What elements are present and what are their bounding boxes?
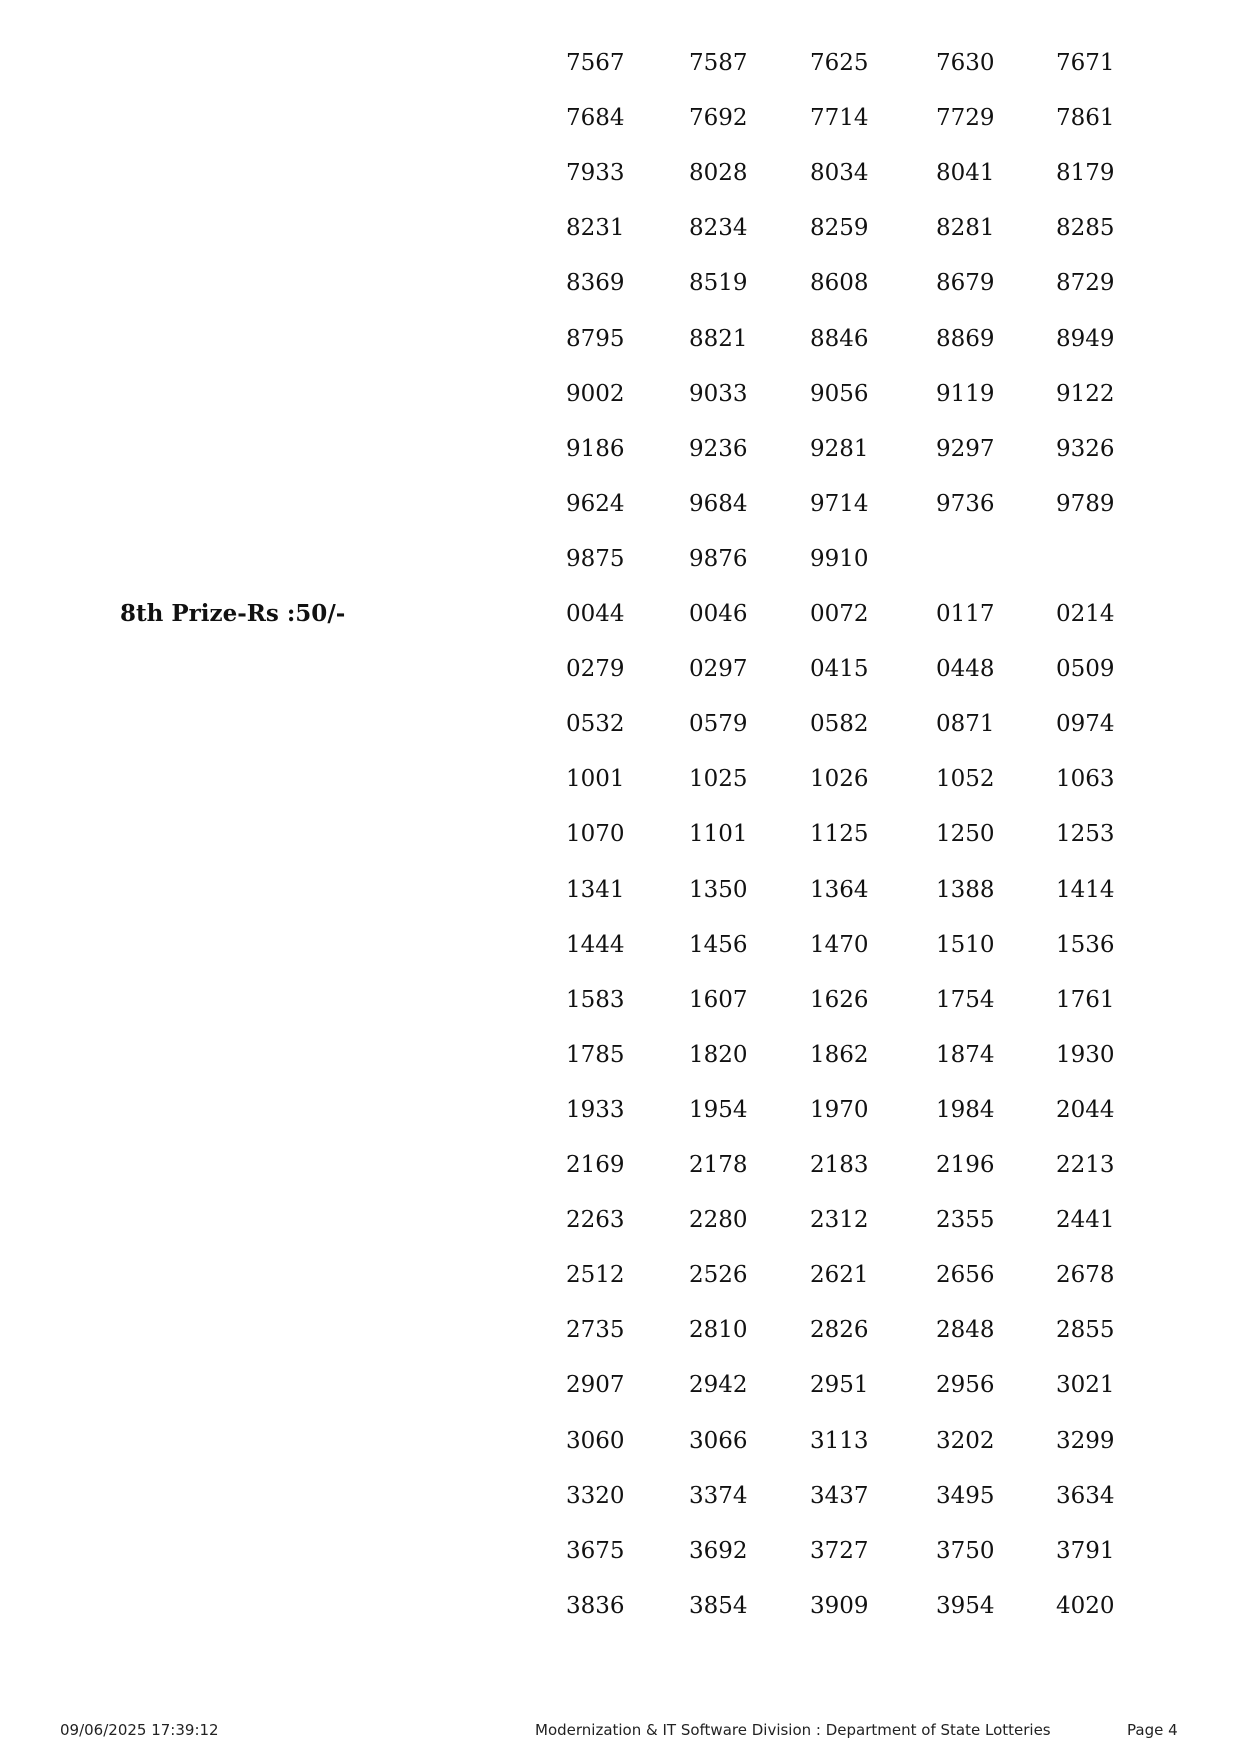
- ticket-number: 2848: [936, 1317, 995, 1344]
- ticket-number: 3202: [936, 1427, 995, 1454]
- ticket-number: 2526: [689, 1262, 748, 1289]
- ticket-number: 9714: [810, 490, 869, 517]
- table-row: [0, 319, 1240, 359]
- ticket-number: 1536: [1056, 931, 1115, 958]
- ticket-number: 2263: [566, 1207, 625, 1234]
- ticket-number: 7671: [1056, 50, 1115, 76]
- ticket-number: 3060: [566, 1427, 625, 1454]
- ticket-number: 2855: [1056, 1317, 1115, 1344]
- ticket-number: 1862: [810, 1041, 869, 1068]
- ticket-number: 1761: [1056, 986, 1115, 1013]
- ticket-number: 0214: [1056, 601, 1115, 627]
- table-row: [0, 649, 1240, 689]
- ticket-number: 3299: [1056, 1427, 1115, 1454]
- table-row: [0, 1090, 1240, 1130]
- ticket-number: 9281: [810, 435, 869, 462]
- ticket-number: 0072: [810, 601, 869, 627]
- ticket-number: 2169: [566, 1152, 625, 1178]
- ticket-number: 1253: [1056, 821, 1115, 848]
- ticket-number: 3437: [810, 1482, 869, 1509]
- ticket-number: 8608: [810, 270, 869, 297]
- ticket-number: 2178: [689, 1152, 748, 1178]
- ticket-number: 1970: [810, 1096, 869, 1123]
- ticket-number: 2826: [810, 1317, 869, 1344]
- ticket-number: 2183: [810, 1152, 869, 1178]
- ticket-number: 0044: [566, 601, 625, 627]
- table-row: [0, 759, 1240, 799]
- ticket-number: 3021: [1056, 1372, 1115, 1399]
- ticket-number: 8281: [936, 215, 995, 242]
- ticket-number: 3692: [689, 1537, 748, 1564]
- ticket-number: 0415: [810, 656, 869, 683]
- ticket-number: 9684: [689, 490, 748, 517]
- table-row: [0, 1035, 1240, 1075]
- ticket-number: 9875: [566, 545, 625, 572]
- table-row: [0, 1310, 1240, 1350]
- ticket-number: 9876: [689, 545, 748, 572]
- ticket-number: 0297: [689, 656, 748, 683]
- table-row: [0, 374, 1240, 414]
- table-row: [0, 1421, 1240, 1461]
- ticket-number: 8679: [936, 270, 995, 297]
- ticket-number: 1063: [1056, 766, 1115, 793]
- ticket-number: 8028: [689, 160, 748, 187]
- ticket-number: 8846: [810, 325, 869, 352]
- ticket-number: 1754: [936, 986, 995, 1013]
- table-row: [0, 208, 1240, 248]
- ticket-number: 3495: [936, 1482, 995, 1509]
- ticket-number: 1607: [689, 986, 748, 1013]
- ticket-number: 2621: [810, 1262, 869, 1289]
- ticket-number: 3791: [1056, 1537, 1115, 1564]
- ticket-number: 1984: [936, 1096, 995, 1123]
- ticket-number: 1470: [810, 931, 869, 958]
- ticket-number: 3374: [689, 1482, 748, 1509]
- ticket-number: 1052: [936, 766, 995, 793]
- ticket-number: 1874: [936, 1041, 995, 1068]
- table-row: [0, 594, 1240, 634]
- footer-timestamp: 09/06/2025 17:39:12: [60, 1721, 219, 1739]
- table-row: [0, 1365, 1240, 1405]
- ticket-number: 9326: [1056, 435, 1115, 462]
- ticket-number: 3320: [566, 1482, 625, 1509]
- ticket-number: 7587: [689, 50, 748, 76]
- ticket-number: 1785: [566, 1041, 625, 1068]
- ticket-number: 3066: [689, 1427, 748, 1454]
- table-row: [0, 925, 1240, 965]
- ticket-number: 8821: [689, 325, 748, 352]
- footer-page-number: Page 4: [1127, 1721, 1178, 1739]
- table-row: [0, 1476, 1240, 1516]
- ticket-number: 3854: [689, 1592, 748, 1619]
- ticket-number: 8231: [566, 215, 625, 242]
- ticket-number: 8869: [936, 325, 995, 352]
- table-row: [0, 98, 1240, 138]
- ticket-number: 2312: [810, 1207, 869, 1234]
- ticket-number: 8285: [1056, 215, 1115, 242]
- ticket-number: 3836: [566, 1592, 625, 1619]
- ticket-number: 3750: [936, 1537, 995, 1564]
- table-row: [0, 1255, 1240, 1295]
- ticket-number: 2441: [1056, 1207, 1115, 1234]
- footer-division: Modernization & IT Software Division : Department of State Lotteries: [535, 1721, 1051, 1739]
- table-row: [0, 263, 1240, 303]
- ticket-number: 9119: [936, 380, 995, 407]
- ticket-number: 2907: [566, 1372, 625, 1399]
- ticket-number: 9736: [936, 490, 995, 517]
- ticket-number: 7861: [1056, 105, 1115, 132]
- ticket-number: 8519: [689, 270, 748, 297]
- ticket-number: 2280: [689, 1207, 748, 1234]
- ticket-number: 1025: [689, 766, 748, 793]
- ticket-number: 0579: [689, 711, 748, 738]
- ticket-number: 8041: [936, 160, 995, 187]
- ticket-number: 2810: [689, 1317, 748, 1344]
- ticket-number: 3113: [810, 1427, 869, 1454]
- ticket-number: 4020: [1056, 1592, 1115, 1619]
- table-row: [0, 153, 1240, 193]
- ticket-number: 3634: [1056, 1482, 1115, 1509]
- ticket-number: 9789: [1056, 490, 1115, 517]
- ticket-number: 9297: [936, 435, 995, 462]
- table-row: [0, 704, 1240, 744]
- ticket-number: 1070: [566, 821, 625, 848]
- ticket-number: 2956: [936, 1372, 995, 1399]
- ticket-number: 2213: [1056, 1152, 1115, 1178]
- ticket-number: 0448: [936, 656, 995, 683]
- ticket-number: 9033: [689, 380, 748, 407]
- table-row: [0, 1200, 1240, 1240]
- ticket-number: 1933: [566, 1096, 625, 1123]
- ticket-number: 0974: [1056, 711, 1115, 738]
- ticket-number: 1954: [689, 1096, 748, 1123]
- ticket-number: 2678: [1056, 1262, 1115, 1289]
- table-row: [0, 980, 1240, 1020]
- table-row: [0, 484, 1240, 524]
- ticket-number: 7714: [810, 105, 869, 132]
- ticket-number: 9236: [689, 435, 748, 462]
- ticket-number: 2951: [810, 1372, 869, 1399]
- ticket-number: 0509: [1056, 656, 1115, 683]
- ticket-number: 1001: [566, 766, 625, 793]
- ticket-number: 7684: [566, 105, 625, 132]
- ticket-number: 1510: [936, 931, 995, 958]
- ticket-number: 1101: [689, 821, 748, 848]
- ticket-number: 9002: [566, 380, 625, 407]
- ticket-number: 2044: [1056, 1096, 1115, 1123]
- table-row: [0, 814, 1240, 854]
- ticket-number: 0582: [810, 711, 869, 738]
- ticket-number: 1444: [566, 931, 625, 958]
- ticket-number: 0532: [566, 711, 625, 738]
- ticket-number: 1626: [810, 986, 869, 1013]
- table-row: [0, 43, 1240, 83]
- ticket-number: 7933: [566, 160, 625, 187]
- ticket-number: 2355: [936, 1207, 995, 1234]
- ticket-number: 7692: [689, 105, 748, 132]
- ticket-number: 3675: [566, 1537, 625, 1564]
- ticket-number: 1820: [689, 1041, 748, 1068]
- ticket-number: 7625: [810, 50, 869, 76]
- ticket-number: 7630: [936, 50, 995, 76]
- ticket-number: 1414: [1056, 876, 1115, 903]
- ticket-number: 8369: [566, 270, 625, 297]
- table-row: [0, 429, 1240, 469]
- ticket-number: 3909: [810, 1592, 869, 1619]
- ticket-number: 1125: [810, 821, 869, 848]
- ticket-number: 2196: [936, 1152, 995, 1178]
- ticket-number: 9186: [566, 435, 625, 462]
- ticket-number: 2512: [566, 1262, 625, 1289]
- ticket-number: 8949: [1056, 325, 1115, 352]
- ticket-number: 9624: [566, 490, 625, 517]
- table-row: [0, 870, 1240, 910]
- ticket-number: 7567: [566, 50, 625, 76]
- ticket-number: 9910: [810, 545, 869, 572]
- table-row: [0, 1531, 1240, 1571]
- ticket-number: 0279: [566, 656, 625, 683]
- ticket-number: 1350: [689, 876, 748, 903]
- table-row: [0, 1145, 1240, 1185]
- prize-label: 8th Prize-Rs :50/-: [120, 600, 346, 627]
- ticket-number: 1364: [810, 876, 869, 903]
- ticket-number: 0046: [689, 601, 748, 627]
- ticket-number: 1250: [936, 821, 995, 848]
- table-row: [0, 539, 1240, 579]
- ticket-number: 8795: [566, 325, 625, 352]
- ticket-number: 8034: [810, 160, 869, 187]
- ticket-number: 0871: [936, 711, 995, 738]
- ticket-number: 1341: [566, 876, 625, 903]
- ticket-number: 8259: [810, 215, 869, 242]
- ticket-number: 1456: [689, 931, 748, 958]
- ticket-number: 2942: [689, 1372, 748, 1399]
- ticket-number: 8234: [689, 215, 748, 242]
- ticket-number: 1583: [566, 986, 625, 1013]
- ticket-number: 2735: [566, 1317, 625, 1344]
- ticket-number: 1388: [936, 876, 995, 903]
- ticket-number: 2656: [936, 1262, 995, 1289]
- ticket-number: 9122: [1056, 380, 1115, 407]
- ticket-number: 3954: [936, 1592, 995, 1619]
- ticket-number: 1026: [810, 766, 869, 793]
- ticket-number: 8729: [1056, 270, 1115, 297]
- ticket-number: 8179: [1056, 160, 1115, 187]
- table-row: [0, 1586, 1240, 1626]
- ticket-number: 0117: [936, 601, 995, 627]
- ticket-number: 1930: [1056, 1041, 1115, 1068]
- ticket-number: 3727: [810, 1537, 869, 1564]
- ticket-number: 9056: [810, 380, 869, 407]
- ticket-number: 7729: [936, 105, 995, 132]
